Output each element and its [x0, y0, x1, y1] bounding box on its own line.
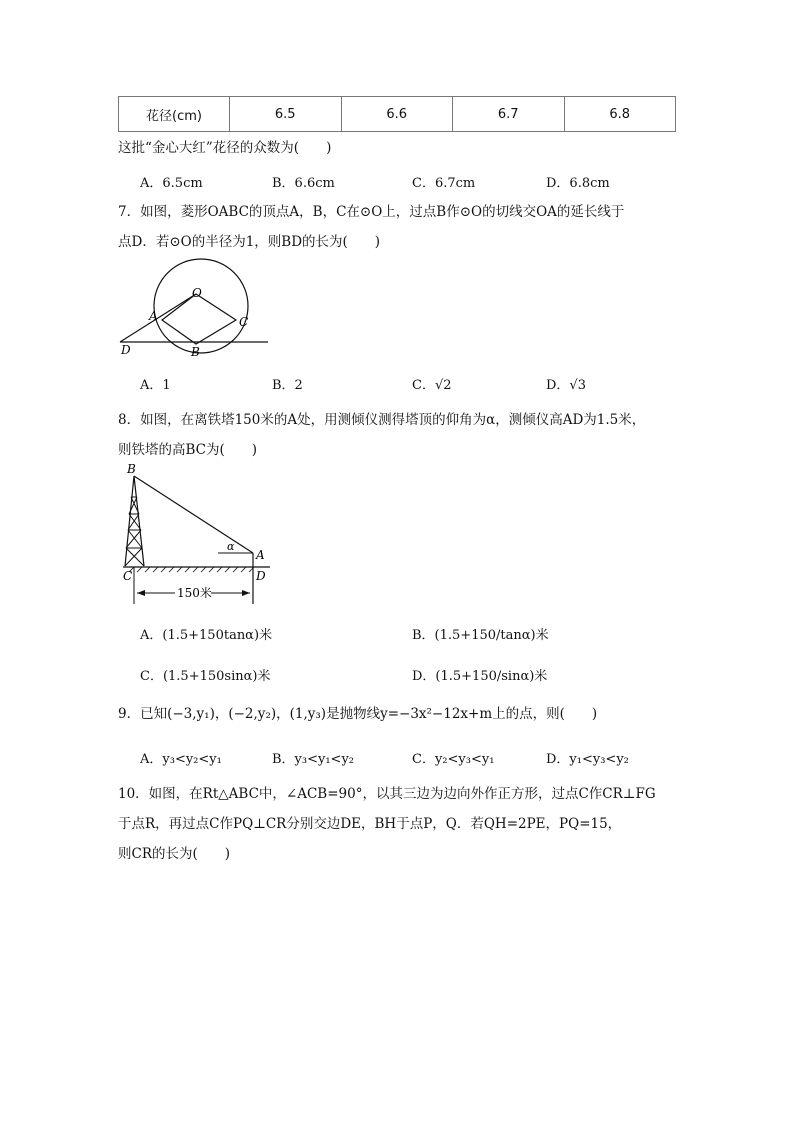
rhombus-oabc	[162, 294, 236, 344]
q9-option-d: D．y₁<y₃<y₂	[546, 752, 629, 767]
q7-stem-line2: 点D．若⊙O的半径为1，则BD的长为( )	[118, 234, 381, 250]
arrow-head-right	[242, 590, 250, 596]
label-d: D	[121, 343, 131, 357]
arrow-head-left	[137, 590, 145, 596]
label-alpha: α	[227, 540, 235, 553]
line-do	[120, 294, 196, 342]
q6-stem: 这批“金心大红”花径的众数为( )	[118, 140, 332, 156]
label-b: B	[191, 345, 200, 359]
q6-option-d: D．6.8cm	[546, 176, 610, 191]
q8-stem-line2: 则铁塔的高BC为( )	[118, 442, 258, 458]
q10-stem-line3: 则CR的长为( )	[118, 846, 231, 862]
q7-option-a: A．1	[140, 378, 171, 393]
label-a: A	[149, 309, 158, 323]
q9-option-b: B．y₃<y₁<y₂	[272, 752, 355, 767]
line-of-sight	[134, 476, 253, 553]
table-cell: 6.8	[564, 97, 676, 132]
table-row	[119, 97, 676, 132]
q8-option-b: B．(1.5+150/tanα)米	[412, 628, 549, 643]
q6-option-c: C．6.7cm	[412, 176, 476, 191]
q6-option-b: B．6.6cm	[272, 176, 335, 191]
tower-right-leg	[134, 476, 144, 566]
q8-stem-line1: 8．如图，在离铁塔150米的A处，用测倾仪测得塔顶的仰角为α，测倾仪高AD为1.5米，	[118, 412, 646, 428]
q7-option-c: C．√2	[412, 378, 452, 393]
q7-stem-line1: 7．如图，菱形OABC的顶点A，B，C在⊙O上，过点B作⊙O的切线交OA的延长线于	[118, 204, 625, 220]
label-o: O	[192, 286, 202, 300]
ground-hatch	[129, 567, 254, 572]
label-a: A	[256, 548, 265, 562]
q6-option-a: A．6.5cm	[140, 176, 203, 191]
table-cell: 6.6	[341, 97, 453, 132]
flower-diameter-table	[118, 96, 676, 132]
label-b: B	[127, 462, 136, 476]
q9-option-a: A．y₃<y₂<y₁	[140, 752, 222, 767]
tower-left-leg	[125, 476, 134, 566]
label-d: D	[256, 569, 266, 583]
table-header-cell: 花径(cm)	[119, 97, 230, 132]
q9-stem: 9．已知(−3,y₁)，(−2,y₂)，(1,y₃)是抛物线y=−3x²−12x+m上的点，则( )	[118, 706, 598, 722]
table-cell: 6.7	[453, 97, 565, 132]
table-cell: 6.5	[230, 97, 342, 132]
q7-circle-figure	[110, 255, 275, 360]
q8-option-d: D．(1.5+150/sinα)米	[412, 669, 548, 684]
q8-option-a: A．(1.5+150tanα)米	[140, 628, 273, 643]
q10-stem-line2: 于点R，再过点C作PQ⊥CR分别交边DE，BH于点P，Q．若QH=2PE，PQ=15，	[118, 816, 622, 832]
label-c: C	[123, 569, 133, 583]
label-c: C	[239, 315, 249, 329]
circle-o	[154, 259, 248, 353]
q7-option-d: D．√3	[546, 378, 586, 393]
q8-option-c: C．(1.5+150sinα)米	[140, 669, 271, 684]
q8-tower-figure	[115, 462, 280, 612]
q9-option-c: C．y₂<y₃<y₁	[412, 752, 495, 767]
q7-option-b: B．2	[272, 378, 303, 393]
label-150m: 150米	[177, 586, 212, 600]
q10-stem-line1: 10．如图，在Rt△ABC中，∠ACB=90°，以其三边为边向外作正方形，过点C作CR⊥FG	[118, 786, 656, 802]
